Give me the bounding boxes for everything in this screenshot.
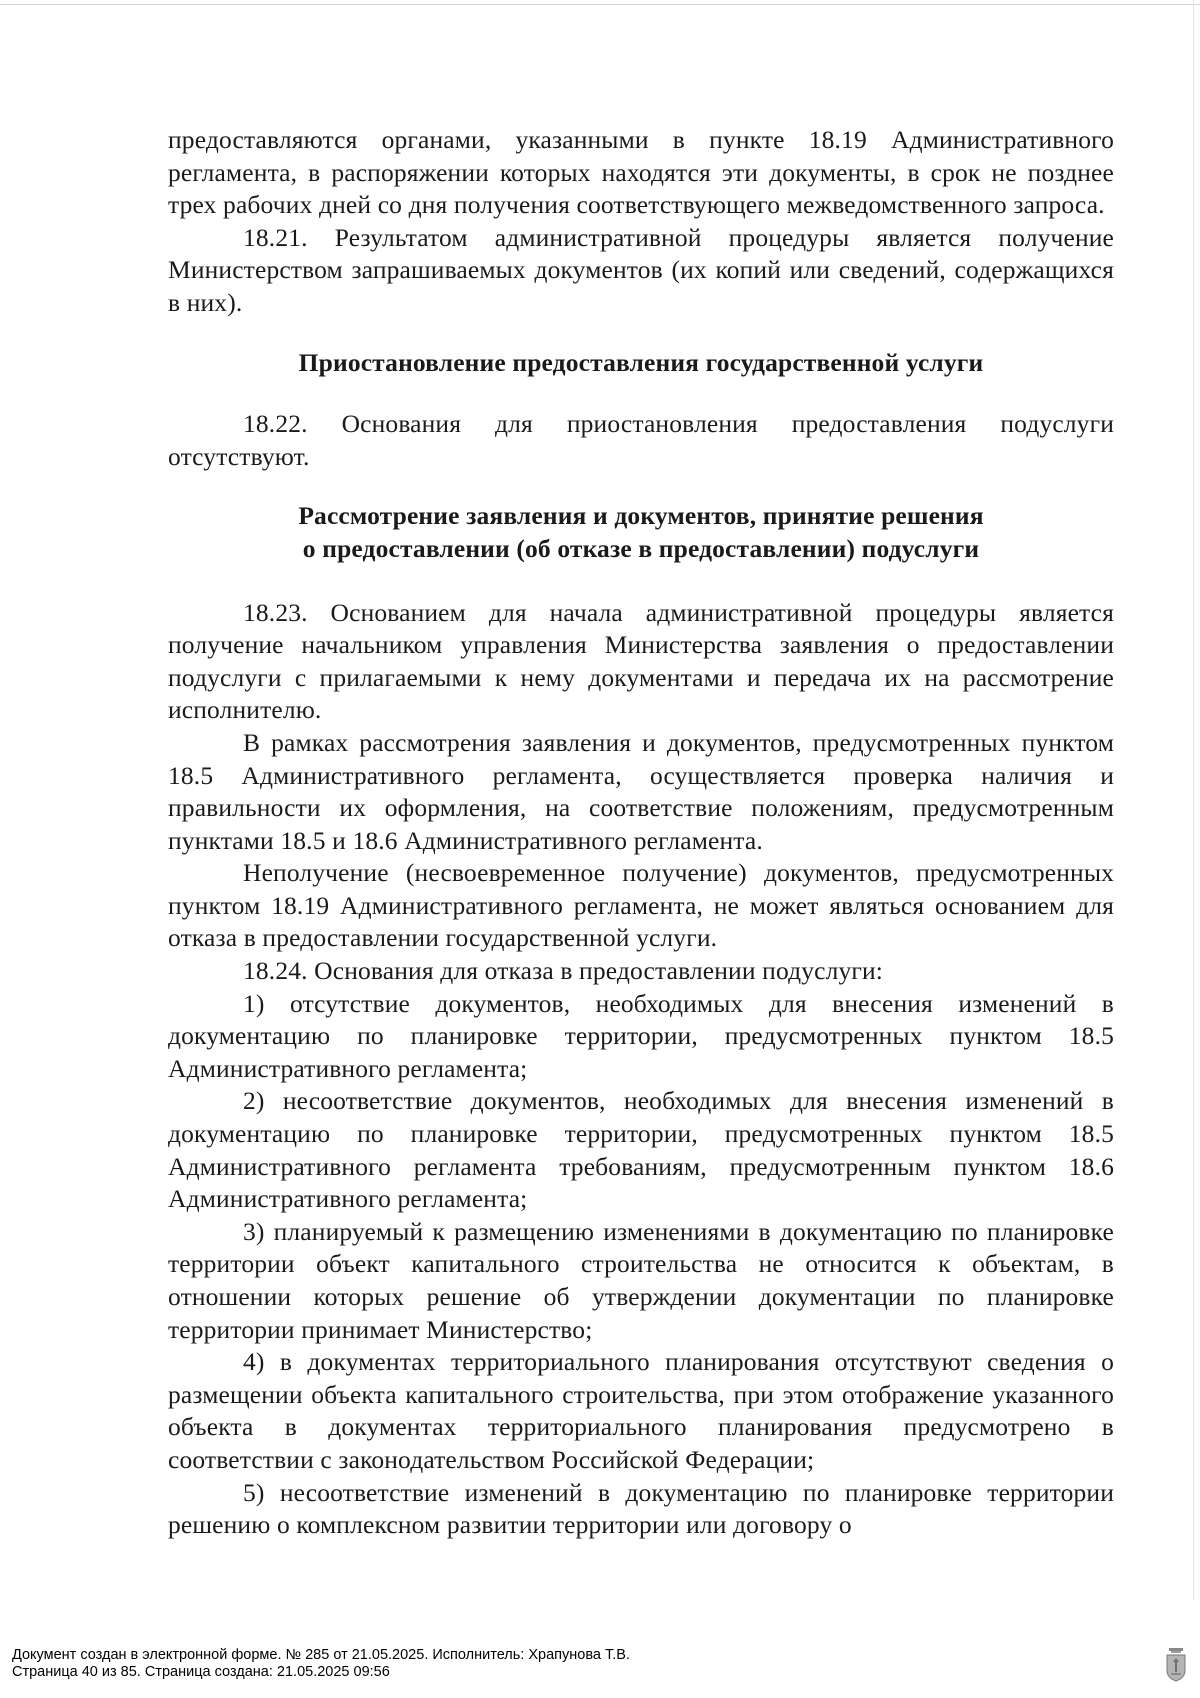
coat-of-arms-icon [1166, 1648, 1186, 1682]
section-heading-review-line-2: о предоставлении (об отказе в предоставлении) подуслуги [302, 533, 980, 563]
list-item-refusal-3: 3) планируемый к размещению изменениями в документацию по планировке территории объект капитального строительства не относится к объектам, в отношении которых решение об утверждении документации по планировке территории принимает Министерство; [168, 1216, 1114, 1344]
paragraph-18-22: 18.22. Основания для приостановления предоставления подуслуги отсутствуют. [168, 409, 1114, 471]
section-heading-review [168, 500, 1114, 565]
paragraph-18-24: 18.24. Основания для отказа в предоставлении подуслуги: [243, 956, 884, 986]
footer-page-info: Страница 40 из 85. Страница создана: 21.05.2025 09:56 [12, 1664, 390, 1680]
top-border-line [0, 4, 1200, 5]
section-heading-suspension: Приостановление предоставления государственной услуги [298, 347, 984, 377]
list-item-refusal-4: 4) в документах территориального планирования отсутствуют сведения о размещении объекта капитального строительства, при этом отображение указанного объекта в документах территориального планирования предусмотрено в соответствии с законодательством Российской Федерации; [168, 1347, 1114, 1474]
section-heading-review-line-1: Рассмотрение заявления и документов, принятие решения [298, 501, 984, 531]
paragraph-continuation: предоставляются органами, указанными в пункте 18.19 Административного регламента, в распоряжении которых находятся эти документы, в срок не позднее трех рабочих дней со дня получения соответствующего межведомственного запроса. [168, 125, 1114, 220]
paragraph-18-23: 18.23. Основанием для начала административной процедуры является получение начальником управления Министерства заявления о предоставлении подуслуги с прилагаемыми к нему документами и передача их на рассмотрение исполнителю. [168, 597, 1114, 725]
paragraph-nonreceipt: Неполучение (несвоевременное получение) документов, предусмотренных пунктом 18.19 Административного регламента, не может являться основанием для отказа в предоставлении государственной услуги. [168, 858, 1114, 953]
document-footer [12, 1647, 630, 1681]
right-border-line [1193, 0, 1194, 1600]
list-item-refusal-2: 2) несоответствие документов, необходимых для внесения изменений в документацию по планировке территории, предусмотренных пунктом 18.5 Административного регламента требованиям, предусмотренным пунктом 18.6 Административного регламента; [168, 1086, 1114, 1214]
list-item-refusal-1: 1) отсутствие документов, необходимых для внесения изменений в документацию по планировке территории, предусмотренных пунктом 18.5 Административного регламента; [168, 988, 1114, 1083]
document-body [168, 124, 1114, 1542]
paragraph-review-scope: В рамках рассмотрения заявления и документов, предусмотренных пунктом 18.5 Административного регламента, осуществляется проверка наличия и правильности их оформления, на соответствие положениям, предусмотренным пунктами 18.5 и 18.6 Административного регламента. [168, 727, 1114, 855]
paragraph-18-21: 18.21. Результатом административной процедуры является получение Министерством запрашиваемых документов (их копий или сведений, содержащихся в них). [168, 222, 1114, 317]
footer-document-info: Документ создан в электронной форме. № 285 от 21.05.2025. Исполнитель: Храпунова Т.В. [12, 1647, 630, 1663]
list-item-refusal-5: 5) несоответствие изменений в документацию по планировке территории решению о комплексном развитии территории или договору о [168, 1477, 1114, 1540]
